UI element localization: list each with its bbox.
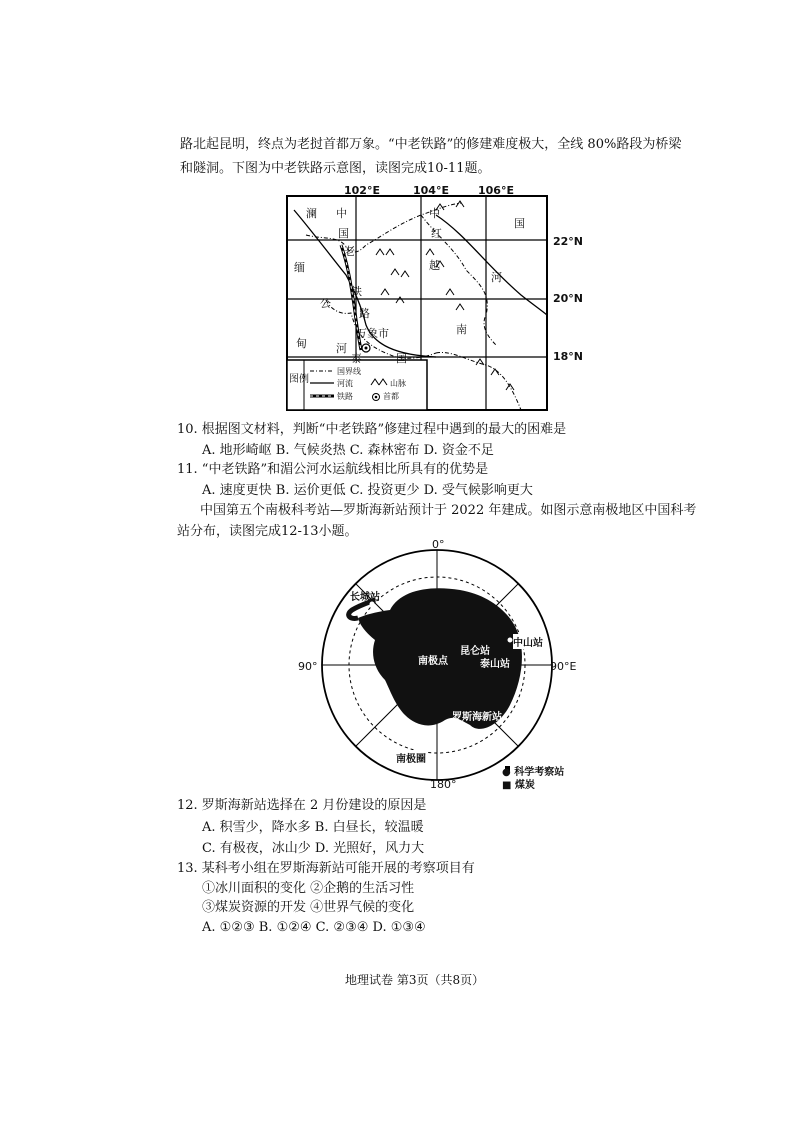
q10-options: A. 地形崎岖 B. 气候炎热 C. 森林密布 D. 资金不足 [202, 443, 494, 458]
legend-border: 国界线 [337, 367, 361, 376]
intro-line-1: 路北起昆明，终点为老挝首都万象。“中老铁路”的修建难度极大，全线 80%路段为桥梁 [180, 137, 682, 152]
q12-options-1: A. 积雪少，降水多 B. 白昼长，较温暖 [202, 820, 424, 835]
intro2-line-1: 中国第五个南极科考站—罗斯海新站预计于 2022 年建成。如图示意南极地区中国科考 [200, 503, 697, 518]
intro2-line-2: 站分布，读图完成12-13小题。 [177, 524, 358, 539]
lat-18: 18°N [553, 350, 584, 363]
q13-items-2: ③煤炭资源的开发 ④世界气候的变化 [202, 900, 415, 915]
q12-options-2: C. 有极夜，冰山少 D. 光照好，风力大 [202, 841, 425, 856]
label-tie: 铁 [351, 285, 362, 298]
intro-line-2: 和隧洞。下图为中老铁路示意图，读图完成10-11题。 [180, 161, 491, 176]
station-rosssea: 罗斯海新站 [452, 712, 502, 723]
label-lao: 老 [344, 245, 355, 258]
q11-stem: 11. “中老铁路”和湄公河水运航线相比所具有的优势是 [177, 462, 489, 477]
legend-title: 图例 [289, 374, 309, 385]
q12-stem: 12. 罗斯海新站选择在 2 月份建设的原因是 [177, 798, 427, 813]
antarctic-circle-label: 南极圈 [396, 750, 426, 765]
label-gong: 公 [320, 297, 331, 310]
legend-railway: 铁路 [337, 392, 353, 401]
label-he: 河 [336, 342, 347, 355]
deg-bottom: 180° [430, 778, 457, 791]
label-dian: 甸 [296, 337, 307, 350]
label-he2: 河 [491, 271, 502, 284]
south-pole-label: 南极点 [418, 656, 448, 667]
deg-left: 90° [298, 660, 318, 673]
label-yue: 越 [429, 259, 440, 272]
deg-top: 0° [432, 538, 445, 551]
legend-mountain: 山脉 [390, 379, 406, 388]
label-lan: 澜 [306, 207, 317, 220]
label-mian: 缅 [294, 261, 305, 274]
q13-options: A. ①②③ B. ①②④ C. ②③④ D. ①③④ [202, 920, 426, 935]
label-guo: 国 [338, 227, 349, 240]
label-tai: 泰 [351, 352, 362, 365]
railway-map [286, 195, 548, 411]
lon-106: 106°E [478, 184, 514, 197]
q13-items-1: ①冰川面积的变化 ②企鹅的生活习性 [202, 881, 415, 896]
deg-right: 90°E [550, 660, 577, 673]
lat-22: 22°N [553, 235, 584, 248]
legend-river: 河流 [337, 379, 353, 388]
lon-102: 102°E [344, 184, 380, 197]
legend-capital: 首都 [383, 392, 399, 401]
label-guo3: 国 [514, 217, 525, 230]
zhongshan-marker [508, 638, 513, 643]
lon-104: 104°E [413, 184, 449, 197]
lat-20: 20°N [553, 292, 584, 305]
station-kunlun: 昆仑站 [460, 646, 490, 657]
legend-coal: ■ 煤炭 [502, 780, 535, 791]
legend-station: ● 科学考察站 [502, 767, 565, 778]
label-lu: 路 [359, 307, 370, 320]
label-vientiane: 万象市 [356, 327, 389, 340]
label-zhong2: 中 [429, 207, 440, 220]
label-guo2: 国 [396, 352, 407, 365]
q11-options: A. 速度更快 B. 运价更低 C. 投资更少 D. 受气候影响更大 [202, 483, 533, 498]
q10-stem: 10. 根据图文材料，判断“中老铁路”修建过程中遇到的最大的困难是 [177, 422, 567, 437]
station-greatwall: 长城站 [350, 592, 380, 603]
label-hong: 红 [431, 227, 442, 240]
label-nan: 南 [456, 323, 467, 336]
q13-stem: 13. 某科考小组在罗斯海新站可能开展的考察项目有 [177, 861, 475, 876]
label-zhong: 中 [336, 207, 347, 220]
station-zhongshan: 中山站 [513, 634, 543, 649]
antarctica-map [298, 538, 577, 791]
station-taishan: 泰山站 [480, 659, 510, 670]
page-footer: 地理试卷 第3页（共8页） [345, 973, 485, 987]
